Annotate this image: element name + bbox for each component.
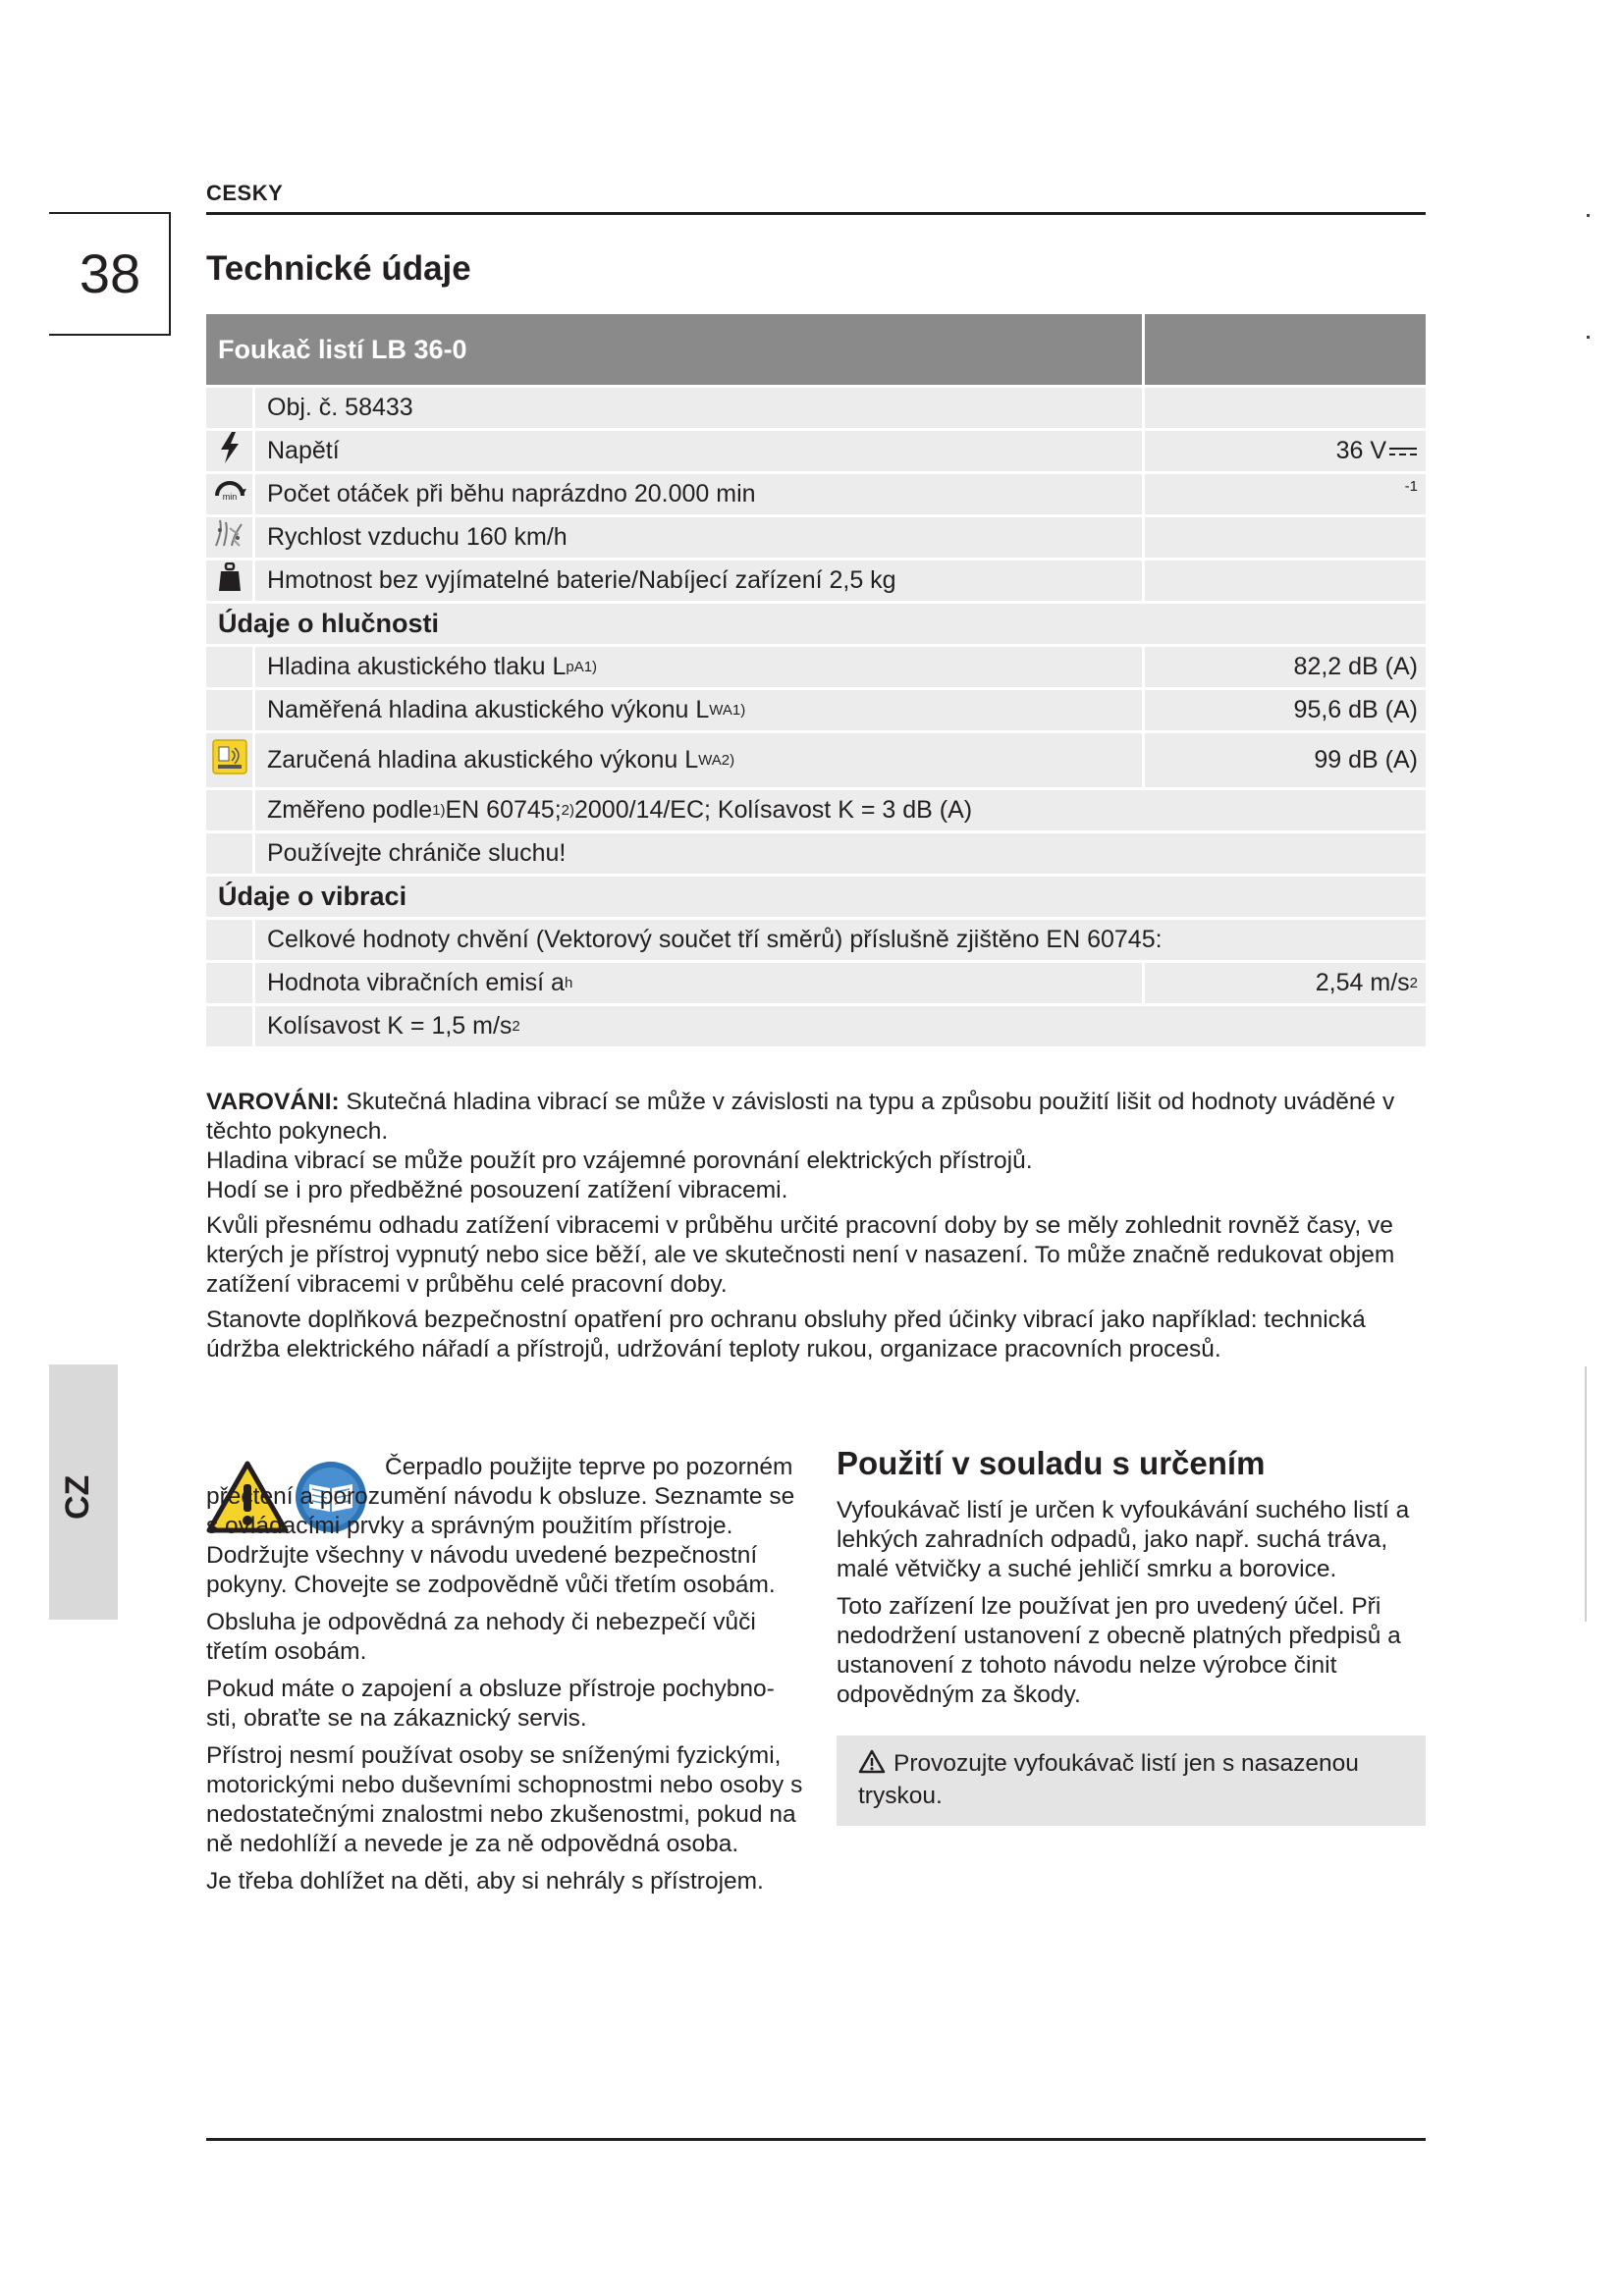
page-title: Technické údaje [206,249,471,288]
safety-instructions: Čerpadlo použijte teprve po pozorném přečtení a porozumění návodu k obsluze. Seznamte se s ovládacími prvky a správným použitím přístroje. Dodržujte všechny v návodu uvedené bezpečnostní pokyny. Chovejte se zodpovědně vůči třetím osobám. Obsluha je odpovědná za nehody či nebezpečí vůči třetím osobám. Pokud máte o zapojení a obsluze přístroje pochybno-sti, obraťte se na zákaznický servis. Přístroj nesmí používat osoby se sníženými fyzickými, motorickými nebo duševními schopnostmi nebo osoby s nedostatečnými znalostmi nebo zkušenostmi, pokud na ně nedohlíží a nevede je za ně odpovědná osoba. Je třeba dohlížet na děti, aby si nehrály s přístrojem. [206,1454,803,1895]
header-rule [206,212,1426,215]
language-side-tab: CZ [49,1364,118,1620]
spec-table [206,314,1426,1046]
table-row: Napětí 36 V [206,428,1426,471]
table-row: min Počet otáček při běhu naprázdno 20.000 min -1 [206,471,1426,514]
table-row: Celkové hodnoty chvění (Vektorový součet tří směrů) příslušně zjištěno EN 60745: [206,917,1426,960]
air-speed-icon [212,518,247,557]
noise-section-heading: Údaje o hlučnosti [206,601,1426,644]
table-row: Změřeno podle 1) EN 60745; 2) 2000/14/EC; Kolísavost K = 3 dB (A) [206,787,1426,830]
svg-text:min: min [222,492,237,502]
table-row: Hodnota vibračních emisí a h 2,54 m/s 2 [206,960,1426,1003]
margin-line [1585,1366,1587,1622]
intended-use: Použití v souladu s určením Vyfoukávač listí je určen k vyfoukávání suchého listí a lehkých zahradních odpadů, jako např. suchá tráva, malé větvičky a suché jehličí smrku a borovice. Toto zařízení lze používat jen pro uvedený účel. Při nedodržení ustanovení z obecně platných předpisů a ustanovení z tohoto návodu nelze výrobce činit odpovědným za škody. [837,1449,1426,1718]
table-row: Hmotnost bez vyjímatelné baterie/Nabíjecí zařízení 2,5 kg [206,558,1426,601]
table-row: Používejte chrániče sluchu! [206,830,1426,874]
table-row: Obj. č. 58433 [206,385,1426,428]
intended-use-heading: Použití v souladu s určením [837,1445,1266,1481]
vibration-section-heading: Údaje o vibraci [206,874,1426,917]
footer-rule [206,2138,1426,2141]
product-name: Foukač listí LB 36-0 [206,314,1145,385]
table-row: Kolísavost K = 1,5 m/s 2 [206,1003,1426,1046]
weight-icon [218,562,242,599]
margin-tick [1587,336,1590,339]
page-number: 38 [79,242,141,304]
dc-symbol-icon [1388,437,1418,465]
sound-power-icon [212,739,247,781]
warning-lead: VAROVÁNI: [206,1089,340,1115]
table-row: Naměřená hladina akustického výkonu L WA 1) 95,6 dB (A) [206,687,1426,730]
table-row: Hladina akustického tlaku L pA 1) 82,2 dB (A) [206,644,1426,687]
table-row: Zaručená hladina akustického výkonu L WA 2) 99 dB (A) [206,730,1426,787]
vibration-warning: VAROVÁNI: Skutečná hladina vibrací se může v závislosti na typu a způsobu použití lišit od hodnoty uváděné v těchto pokynech. Hladina vibrací se může použít pro vzájemné porovnání elektrických přístrojů. Hodí se i pro předběžné posouzení zatížení vibracemi. Kvůli přesnému odhadu zatížení vibracemi v průběhu určité pracovní doby by se měly zohlednit rovněž časy, ve kterých je přístroj vypnutý nebo sice běží, ale ve skutečnosti není v nasazení. To může značně redukovat objem zatížení vibracemi v průběhu celé pracovní doby. Stanovte doplňková bezpečnostní opatření pro ochranu obsluhy před účinky vibrací jako například: technická údržba elektrického nářadí a přístrojů, udržování teploty rukou, organizace pracovních procesů. [206,1089,1395,1362]
lightning-icon [218,431,242,471]
table-row: Rychlost vzduchu 160 km/h [206,514,1426,558]
margin-tick [1587,214,1590,217]
spec-table-header [206,314,1426,385]
warning-icon [858,1749,886,1782]
rpm-exponent: -1 [1404,478,1418,495]
voltage-value: 36 V [1335,437,1386,464]
rpm-icon [213,476,246,512]
nozzle-note: Provozujte vyfoukávač listí jen s nasazenou tryskou. [837,1735,1426,1826]
language-label: CESKY [206,181,284,205]
